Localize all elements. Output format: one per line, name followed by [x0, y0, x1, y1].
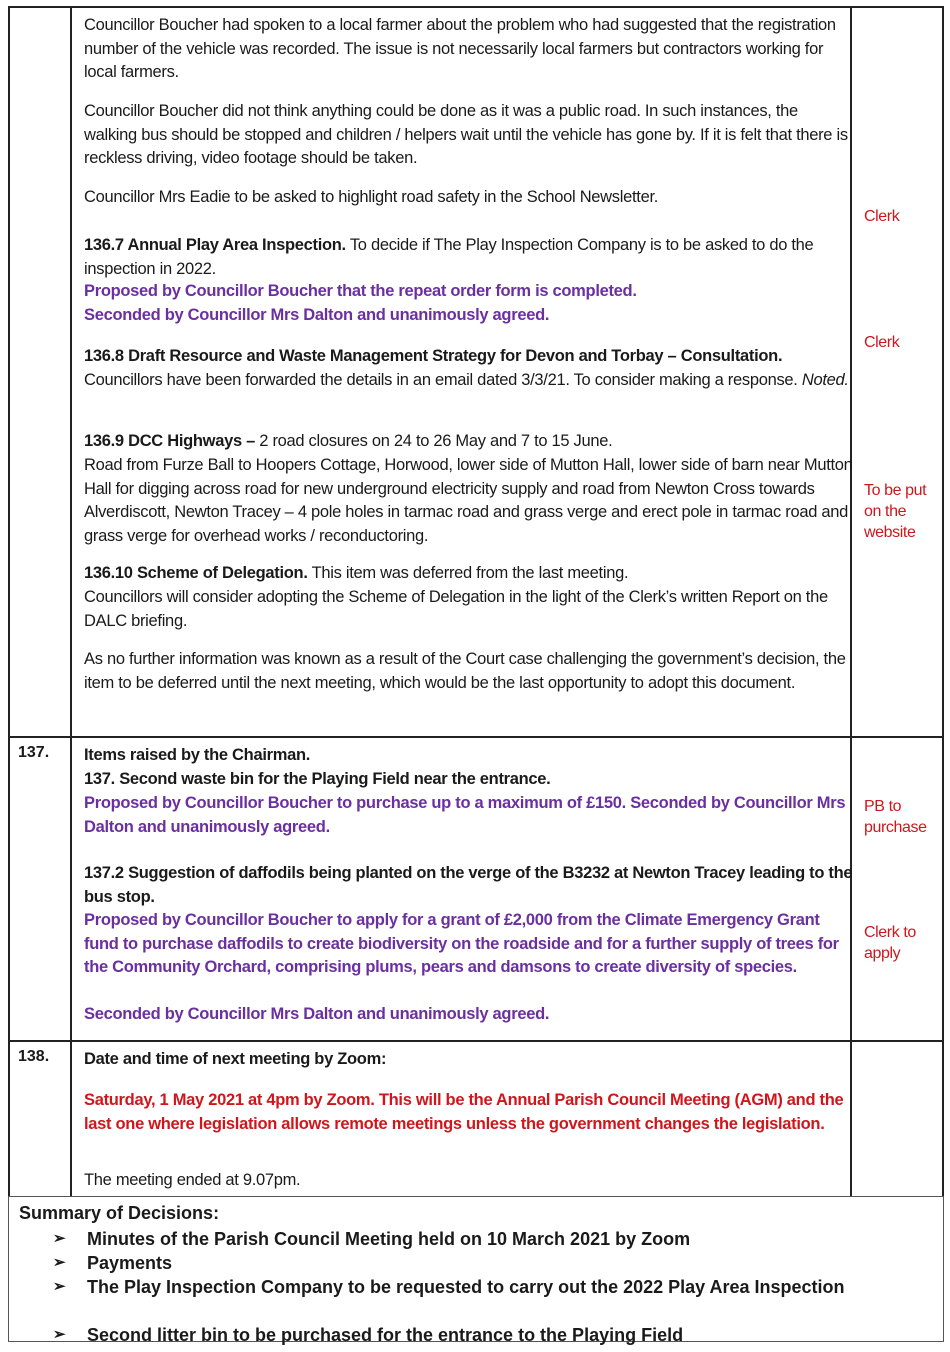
item-138-row [8, 1040, 944, 1196]
subitem-waste-bin: 137. Second waste bin for the Playing Field near the entrance. [84, 770, 551, 788]
item-number: 138. [18, 1048, 50, 1065]
seconded-text: Seconded by Councillor Mrs Dalton and unanimously agreed. [84, 1005, 550, 1023]
seconded-text: Seconded by Councillor Mrs Dalton and unanimously agreed. [84, 306, 550, 324]
arrow-bullet-icon: ➢ [53, 1326, 66, 1343]
item-137-row [8, 736, 944, 1042]
action-cell [850, 738, 942, 1042]
action-cell [850, 8, 942, 738]
noted-text: Noted. [801, 371, 849, 389]
item-number-cell [10, 1042, 72, 1196]
item-heading: Date and time of next meeting by Zoom: [84, 1050, 387, 1068]
road-closure-detail: Road from Furze Ball to Hoopers Cottage, Horwood, lower side of Mutton Hall, lower side of barn near Mutton Hall for digging across road for new underground electricity supply and road from Newton Cross towards Alverdiscott, Newton Tracey – 4 pole holes in tarmac road and grass verge and erect pole in tarmac road and grass verge for overhead works / reconductoring. [84, 456, 853, 545]
action-cell [850, 1042, 942, 1196]
section-text: Councillors have been forwarded the details in an email dated 3/3/21. To consider making a response. [84, 371, 802, 389]
summary-title: Summary of Decisions: [19, 1203, 220, 1223]
closing-text: The meeting ended at 9.07pm. [84, 1171, 301, 1189]
paragraph-farmer: Councillor Boucher had spoken to a local farmer about the problem who had suggested that the registration number of the vehicle was recorded. The issue is not necessarily local farmers but contractors working for local farmers. [84, 16, 836, 81]
waste-bin-decision: Proposed by Councillor Boucher to purchase up to a maximum of £150. Seconded by Councillor Mrs Dalton and unanimously agreed. [84, 794, 846, 836]
paragraph-newsletter: Councillor Mrs Eadie to be asked to highlight road safety in the School Newsletter. [84, 188, 659, 206]
next-meeting-text: Saturday, 1 May 2021 at 4pm by Zoom. This will be the Annual Parish Council Meeting (AGM) and the last one where legislation allows remote meetings unless the government changes the legislation. [84, 1091, 844, 1133]
summary-item-text: Second litter bin to be purchased for the entrance to the Playing Field [87, 1325, 684, 1345]
item-number-cell [10, 738, 72, 1042]
section-heading: 136.7 Annual Play Area Inspection. [84, 236, 346, 254]
item-136-row [8, 6, 944, 738]
section-136-8-heading: 136.8 Draft Resource and Waste Management Strategy for Devon and Torbay – Consultation. [84, 347, 783, 365]
action-clerk: Clerk [864, 334, 900, 351]
section-136-9 [84, 430, 854, 454]
arrow-bullet-icon: ➢ [53, 1278, 66, 1295]
item-number: 137. [18, 744, 50, 761]
paragraph-public-road: Councillor Boucher did not think anything could be done as it was a public road. In such instances, the walking bus should be stopped and children / helpers wait until the vehicle has gone by. If it is felt that there is reckless driving, video footage should be taken. [84, 102, 848, 167]
section-136-7 [84, 234, 854, 281]
minutes-document [8, 6, 944, 1345]
summary-item-text: Payments [87, 1253, 173, 1273]
item-number-cell [10, 8, 72, 738]
action-website: To be put on the website [864, 482, 927, 541]
section-text: 2 road closures on 24 to 26 May and 7 to 15 June. [255, 432, 613, 450]
section-text: To decide if The Play Inspection Company is to be asked to do the inspection in 2022. [84, 236, 814, 278]
section-136-8-text [84, 369, 854, 393]
section-heading: 136.10 Scheme of Delegation. [84, 564, 308, 582]
summary-item-text: The Play Inspection Company to be requested to carry out the 2022 Play Area Inspection [87, 1277, 845, 1297]
action-apply: Clerk to apply [864, 924, 916, 962]
summary-item-text: Minutes of the Parish Council Meeting held on 10 March 2021 by Zoom [87, 1229, 691, 1249]
arrow-bullet-icon: ➢ [53, 1254, 66, 1271]
action-purchase: PB to purchase [864, 798, 927, 836]
summary-of-decisions [8, 1196, 944, 1345]
action-clerk: Clerk [864, 208, 900, 225]
section-heading: 136.9 DCC Highways – [84, 432, 255, 450]
subitem-daffodils: 137.2 Suggestion of daffodils being planted on the verge of the B3232 at Newton Tracey leading to the bus stop. [84, 864, 853, 906]
item-heading: Items raised by the Chairman. [84, 746, 311, 764]
section-text: This item was deferred from the last meeting. [307, 564, 629, 582]
arrow-bullet-icon: ➢ [53, 1230, 66, 1247]
daffodils-decision: Proposed by Councillor Boucher to apply for a grant of £2,000 from the Climate Emergency Grant fund to purchase daffodils to create biodiversity on the roadside and for a further supply of trees for the Community Orchard, comprising plums, pears and damsons to create diversity of species. [84, 911, 839, 976]
proposal-text: Proposed by Councillor Boucher that the repeat order form is completed. [84, 282, 637, 300]
delegation-detail: Councillors will consider adopting the Scheme of Delegation in the light of the Clerk’s written Report on the DALC briefing. [84, 588, 828, 630]
deferral-paragraph: As no further information was known as a result of the Court case challenging the government’s decision, the item to be deferred until the next meeting, which would be the last opportunity to adopt this document. [84, 650, 846, 692]
section-136-10 [84, 562, 854, 586]
